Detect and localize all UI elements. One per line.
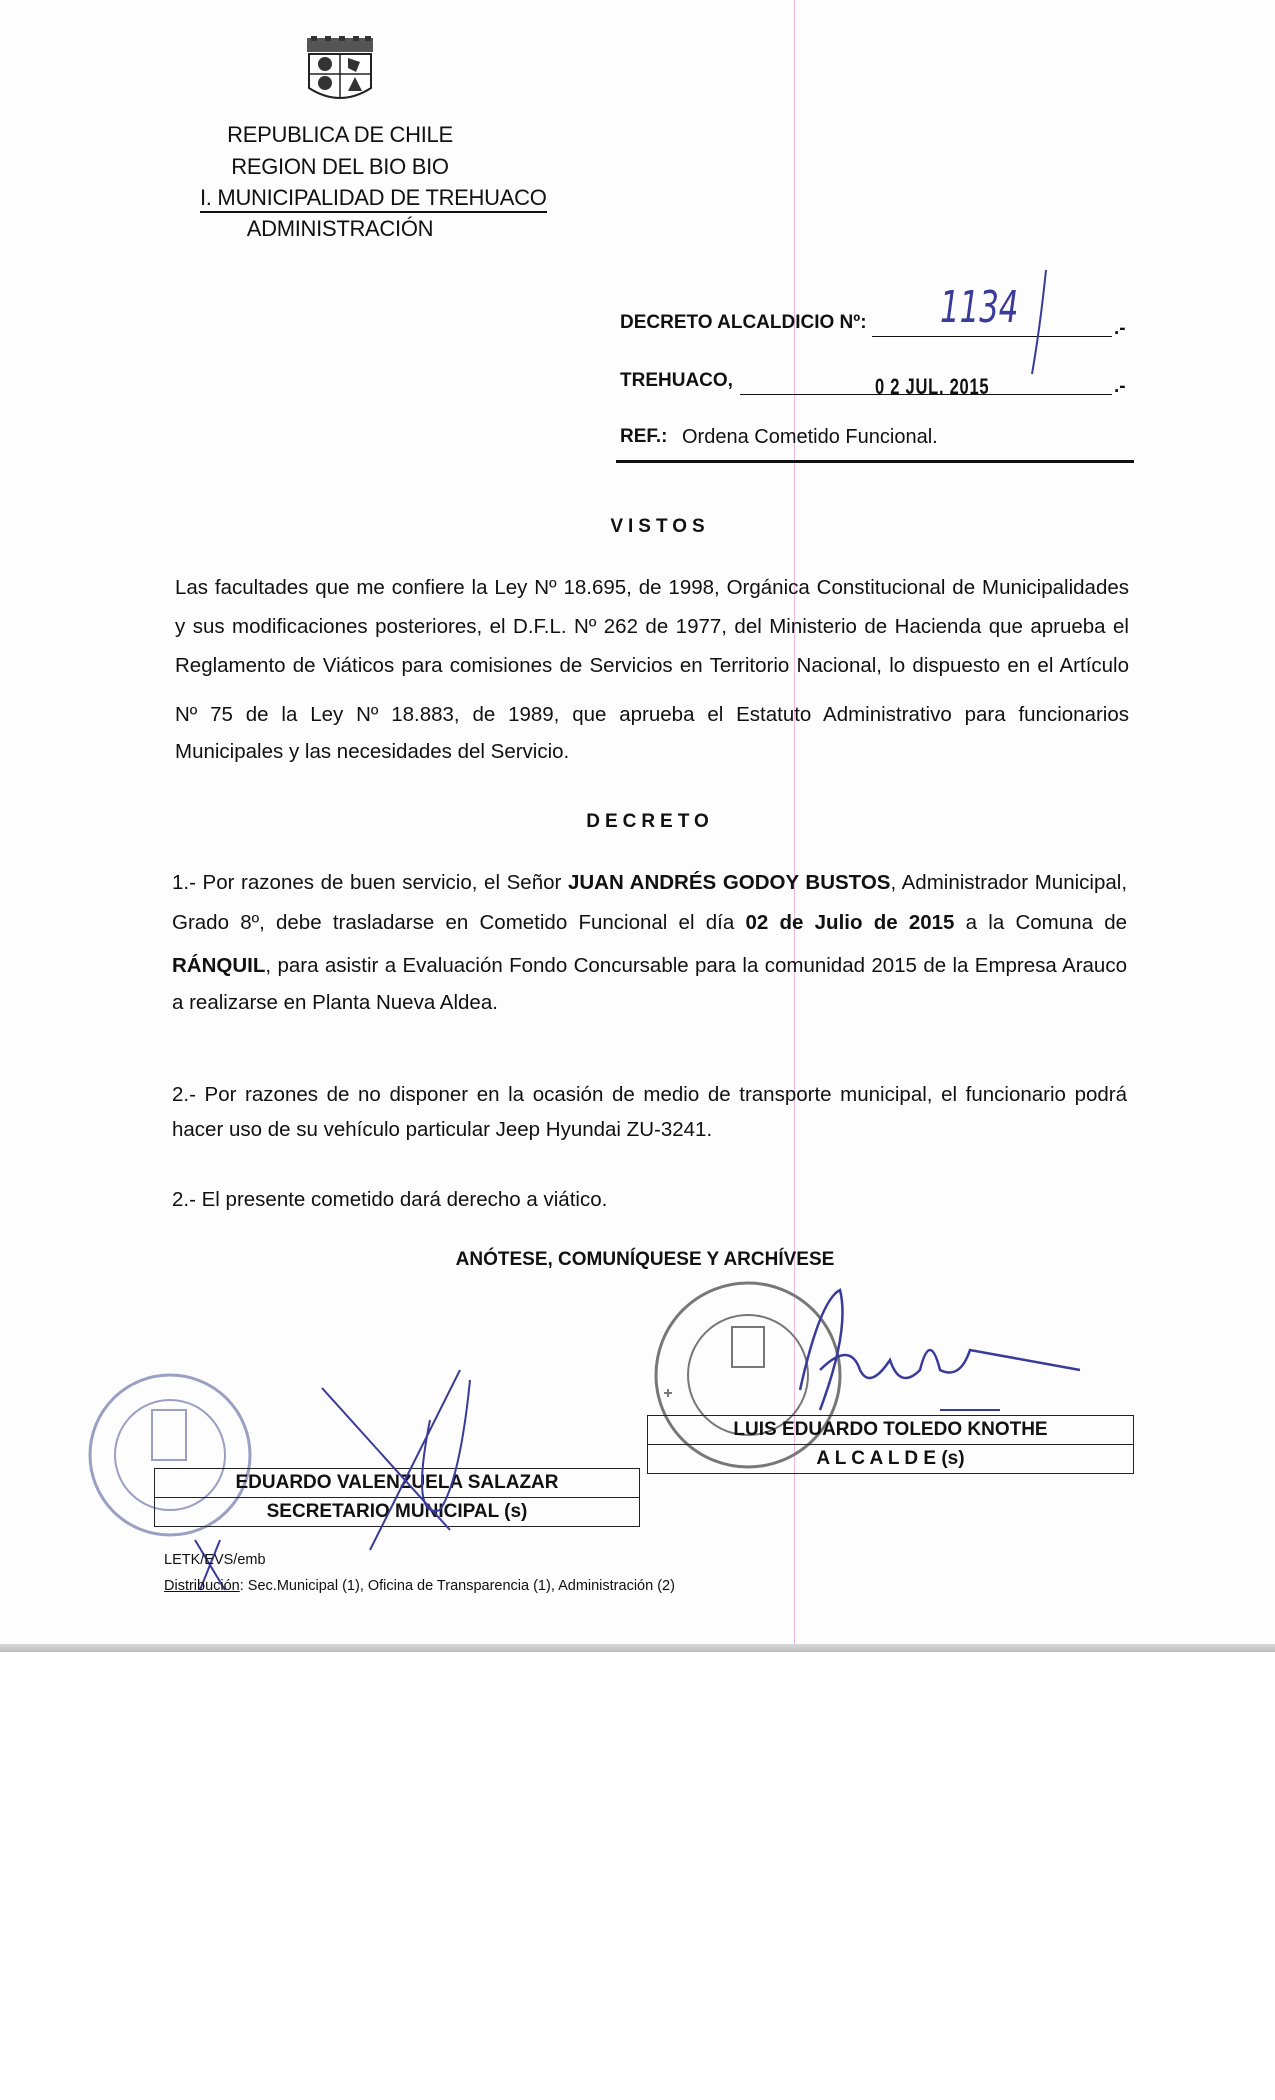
distribution-text: : Sec.Municipal (1), Oficina de Transparencia (1), Administración (2) <box>239 1578 675 1594</box>
distribution <box>164 1578 675 1594</box>
secretary-name: EDUARDO VALENZUELA SALAZAR <box>155 1469 639 1498</box>
date-line-end: .- <box>1114 376 1126 397</box>
initials: LETK/EVS/emb <box>164 1552 266 1568</box>
pen-stroke-icon <box>1020 268 1050 378</box>
header-municipality-wrap <box>200 185 547 211</box>
number-line-end: .- <box>1114 318 1126 339</box>
decree-number-handwritten: 1134 <box>940 282 1019 333</box>
vistos-title: VISTOS <box>610 516 710 537</box>
item1-line <box>172 911 1127 935</box>
vistos-line: y sus modificaciones posteriores, el D.F.L. Nº 262 de 1977, del Ministerio de Hacienda que aprueba el <box>175 615 1129 638</box>
item1-text: a la Comuna de <box>954 911 1127 934</box>
coat-of-arms-icon <box>301 36 379 106</box>
place-label: TREHUACO, <box>620 370 733 391</box>
mayor-title: A L C A L D E (s) <box>816 1448 965 1469</box>
closing-formula: ANÓTESE, COMUNÍQUESE Y ARCHÍVESE <box>455 1249 835 1270</box>
scan-edge <box>0 1644 1275 1652</box>
item1-text: 1.- Por razones de buen servicio, el Señor <box>172 871 568 894</box>
header-region: REGION DEL BIO BIO <box>231 154 449 179</box>
destination: RÁNQUIL <box>172 954 266 977</box>
distribution-label: Distribución <box>164 1578 240 1594</box>
official-name: JUAN ANDRÉS GODOY BUSTOS <box>567 871 891 894</box>
date-stamp: 0 2 JUL. 2015 <box>875 374 990 399</box>
header-country: REPUBLICA DE CHILE <box>227 122 453 147</box>
mayor-signature-box <box>647 1415 1134 1474</box>
item1-line <box>172 871 1127 895</box>
vistos-line: Nº 75 de la Ley Nº 18.883, de 1989, que aprueba el Estatuto Administrativo para funcionarios <box>175 703 1129 726</box>
ref-underline <box>616 460 1134 463</box>
item1-line: a realizarse en Planta Nueva Aldea. <box>172 991 498 1014</box>
decreto-title: DECRETO <box>586 811 714 832</box>
decree-number-line <box>872 336 1112 337</box>
item2-line: hacer uso de su vehículo particular Jeep Hyundai ZU-3241. <box>172 1118 713 1141</box>
item3-line: 2.- El presente cometido dará derecho a viático. <box>172 1188 608 1211</box>
vistos-line: Las facultades que me confiere la Ley Nº 18.695, de 1998, Orgánica Constitucional de Municipalidades <box>175 576 1129 599</box>
ref-label: REF.: <box>620 426 668 447</box>
vistos-line: Reglamento de Viáticos para comisiones de Servicios en Territorio Nacional, lo dispuesto en el Artículo <box>175 654 1129 677</box>
mayor-signature-icon <box>780 1270 1090 1430</box>
item1-text: , para asistir a Evaluación Fondo Concursable para la comunidad 2015 de la Empresa Arauco <box>265 954 1127 977</box>
mayor-name: LUIS EDUARDO TOLEDO KNOTHE <box>648 1416 1133 1445</box>
header-municipality: I. MUNICIPALIDAD DE TREHUACO <box>200 185 547 213</box>
item1-text: Grado 8º, debe trasladarse en Cometido Funcional el día <box>172 911 746 934</box>
secretary-signature-icon <box>310 1360 480 1560</box>
decree-number-label: DECRETO ALCALDICIO Nº: <box>620 312 867 333</box>
vistos-line: Municipales y las necesidades del Servicio. <box>175 740 570 763</box>
ref-value: Ordena Cometido Funcional. <box>682 426 938 448</box>
secretary-title: SECRETARIO MUNICIPAL (s) <box>266 1501 528 1522</box>
item1-line <box>172 954 1127 978</box>
trip-date: 02 de Julio de 2015 <box>745 911 955 934</box>
header-department: ADMINISTRACIÓN <box>246 216 434 241</box>
item1-text: , Administrador Municipal, <box>890 871 1128 894</box>
item2-line: 2.- Por razones de no disponer en la ocasión de medio de transporte municipal, el funcionario podrá <box>172 1083 1127 1106</box>
